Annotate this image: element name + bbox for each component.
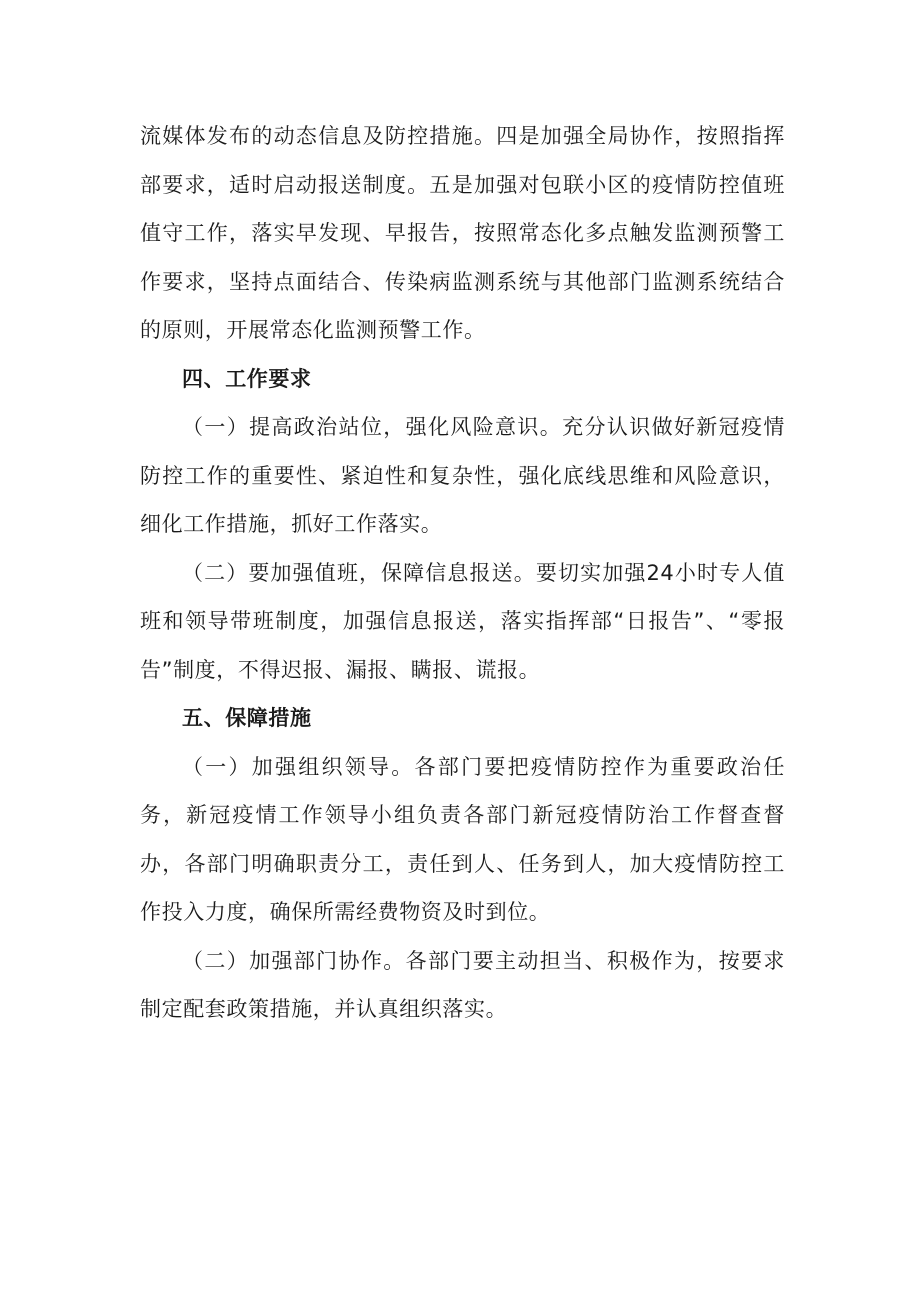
- paragraph-duty-reporting: （二）要加强值班，保障信息报送。要切实加强24小时专人值班和领导带班制度，加强信息报送，落实指挥部“日报告”、“零报告”制度，不得迟报、漏报、瞒报、谎报。: [140, 560, 785, 682]
- paragraph-political-stance: （一）提高政治站位，强化风险意识。充分认识做好新冠疫情防控工作的重要性、紧迫性和复杂性，强化底线思维和风险意识，细化工作措施，抓好工作落实。: [140, 415, 785, 536]
- paragraph-department-coordination: （二）加强部门协作。各部门要主动担当、积极作为，按要求制定配套政策措施，并认真组织落实。: [140, 948, 785, 1021]
- section-heading-work-requirements: 四、工作要求: [182, 366, 312, 391]
- paragraph-continuation: 流媒体发布的动态信息及防控措施。四是加强全局协作，按照指挥部要求，适时启动报送制度。五是加强对包联小区的疫情防控值班值守工作，落实早发现、早报告，按照常态化多点触发监测预警工作要求，坚持点面结合、传染病监测系统与其他部门监测系统结合的原则，开展常态化监测预警工作。: [140, 124, 785, 342]
- document-body: [140, 112, 785, 1034]
- section-heading-safeguards: 五、保障措施: [182, 706, 312, 730]
- paragraph-organization-leadership: （一）加强组织领导。各部门要把疫情防控作为重要政治任务，新冠疫情工作领导小组负责各部门新冠疫情防治工作督查督办，各部门明确职责分工，责任到人、任务到人，加大疫情防控工作投入力度，确保所需经费物资及时到位。: [140, 754, 785, 924]
